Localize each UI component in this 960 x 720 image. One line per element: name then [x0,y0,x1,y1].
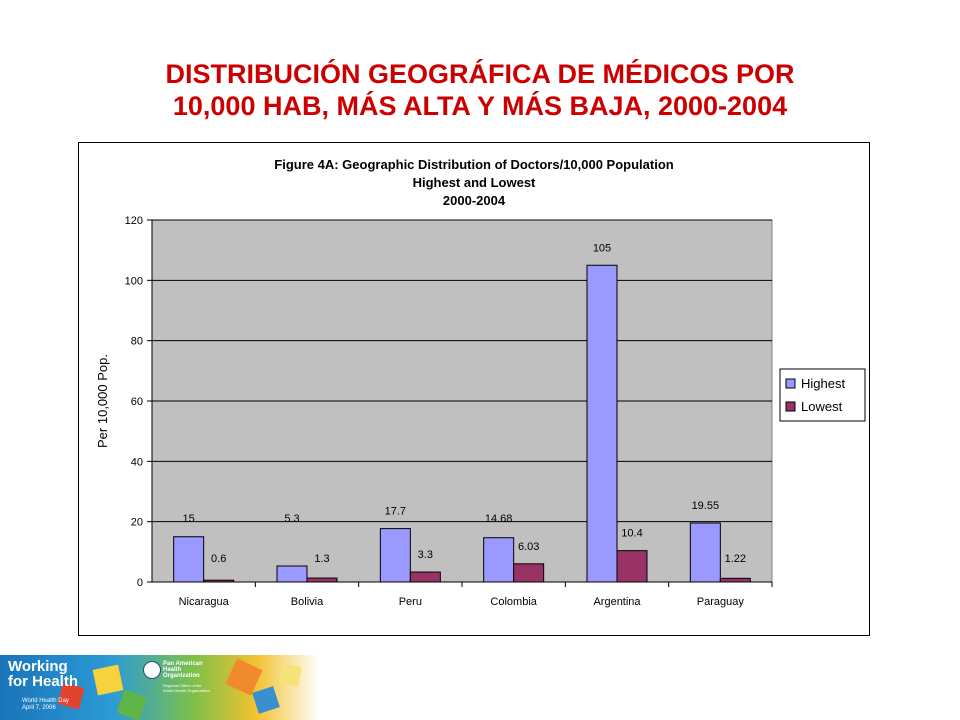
bar-highest [587,265,617,582]
bar-highest [380,529,410,582]
bar-lowest [204,580,234,582]
y-tick-label: 80 [130,335,143,348]
event-line-2: April 7, 2006 [22,705,56,711]
y-tick-label: 60 [130,396,143,408]
x-tick-label: Bolivia [290,596,324,608]
event-line-1: World Health Day [22,698,69,704]
event-date [22,698,69,712]
legend-swatch-highest [786,379,795,388]
data-label-lowest: 3.3 [417,549,433,562]
footer-banner [0,655,320,720]
chart-frame [78,142,870,636]
bar-lowest [307,578,337,582]
data-label-lowest: 0.6 [211,553,227,565]
data-label-lowest: 1.3 [314,553,330,565]
y-axis-label: Per 10,000 Pop. [95,354,110,448]
campaign-title [8,659,78,689]
chart-title-line: Highest and Lowest [412,175,536,190]
bar-lowest [617,551,647,582]
bar-highest [277,566,307,582]
data-label-lowest: 6.03 [517,540,540,553]
x-tick-label: Nicaragua [178,596,229,608]
chart-title-line: Figure 4A: Geographic Distribution of Doctors/10,000 Population [274,157,674,172]
x-tick-label: Paraguay [696,596,744,608]
data-label-highest: 105 [592,242,612,255]
slide-title [0,58,960,122]
y-tick-label: 40 [130,456,143,469]
x-tick-label: Colombia [490,596,537,608]
y-tick-label: 0 [136,577,143,589]
banner-tile-pale [278,663,301,686]
banner-tile-yellow [93,665,124,696]
banner-tile-orange [225,658,262,695]
org-line-3: Organization [163,673,200,679]
y-tick-label: 20 [130,516,143,529]
paho-org-name [163,661,223,679]
paho-org-sub [163,683,223,693]
data-label-highest: 5.3 [284,513,300,525]
data-label-highest: 15 [182,513,195,525]
org-line-2: Health [163,667,182,673]
y-tick-label: 100 [124,275,143,288]
data-label-lowest: 1.22 [724,553,747,565]
data-label-highest: 14.68 [484,513,513,525]
banner-tile-blue [252,686,280,714]
legend-swatch-lowest [786,402,795,411]
bar-highest [174,537,204,582]
bar-highest [484,538,514,582]
campaign-line-2: for Health [8,673,79,690]
banner-tile-green [117,690,148,720]
bar-highest [690,523,720,582]
y-tick-label: 120 [124,215,143,227]
data-label-lowest: 10.4 [621,527,643,540]
legend-label-lowest: Lowest [801,399,843,414]
org-sub-2: World Health Organization [163,688,210,693]
data-label-highest: 17.7 [384,505,407,518]
bar-chart [79,143,869,635]
campaign-line-1: Working [8,658,68,675]
bar-lowest [410,572,440,582]
org-line-1: Pan American [163,661,203,667]
bar-lowest [720,578,750,582]
bar-lowest [514,564,544,582]
x-tick-label: Peru [398,596,422,608]
legend-label-highest: Highest [801,376,846,391]
paho-logo-icon [143,661,161,679]
data-label-highest: 19.55 [691,500,720,513]
slide-title-line-1: DISTRIBUCIÓN GEOGRÁFICA DE MÉDICOS POR [165,59,795,89]
org-sub-1: Regional Office of the [163,683,202,688]
chart-title-line: 2000-2004 [442,193,506,208]
x-tick-label: Argentina [593,596,641,608]
slide-title-line-2: 10,000 HAB, MÁS ALTA Y MÁS BAJA, 2000-2004 [172,91,788,121]
